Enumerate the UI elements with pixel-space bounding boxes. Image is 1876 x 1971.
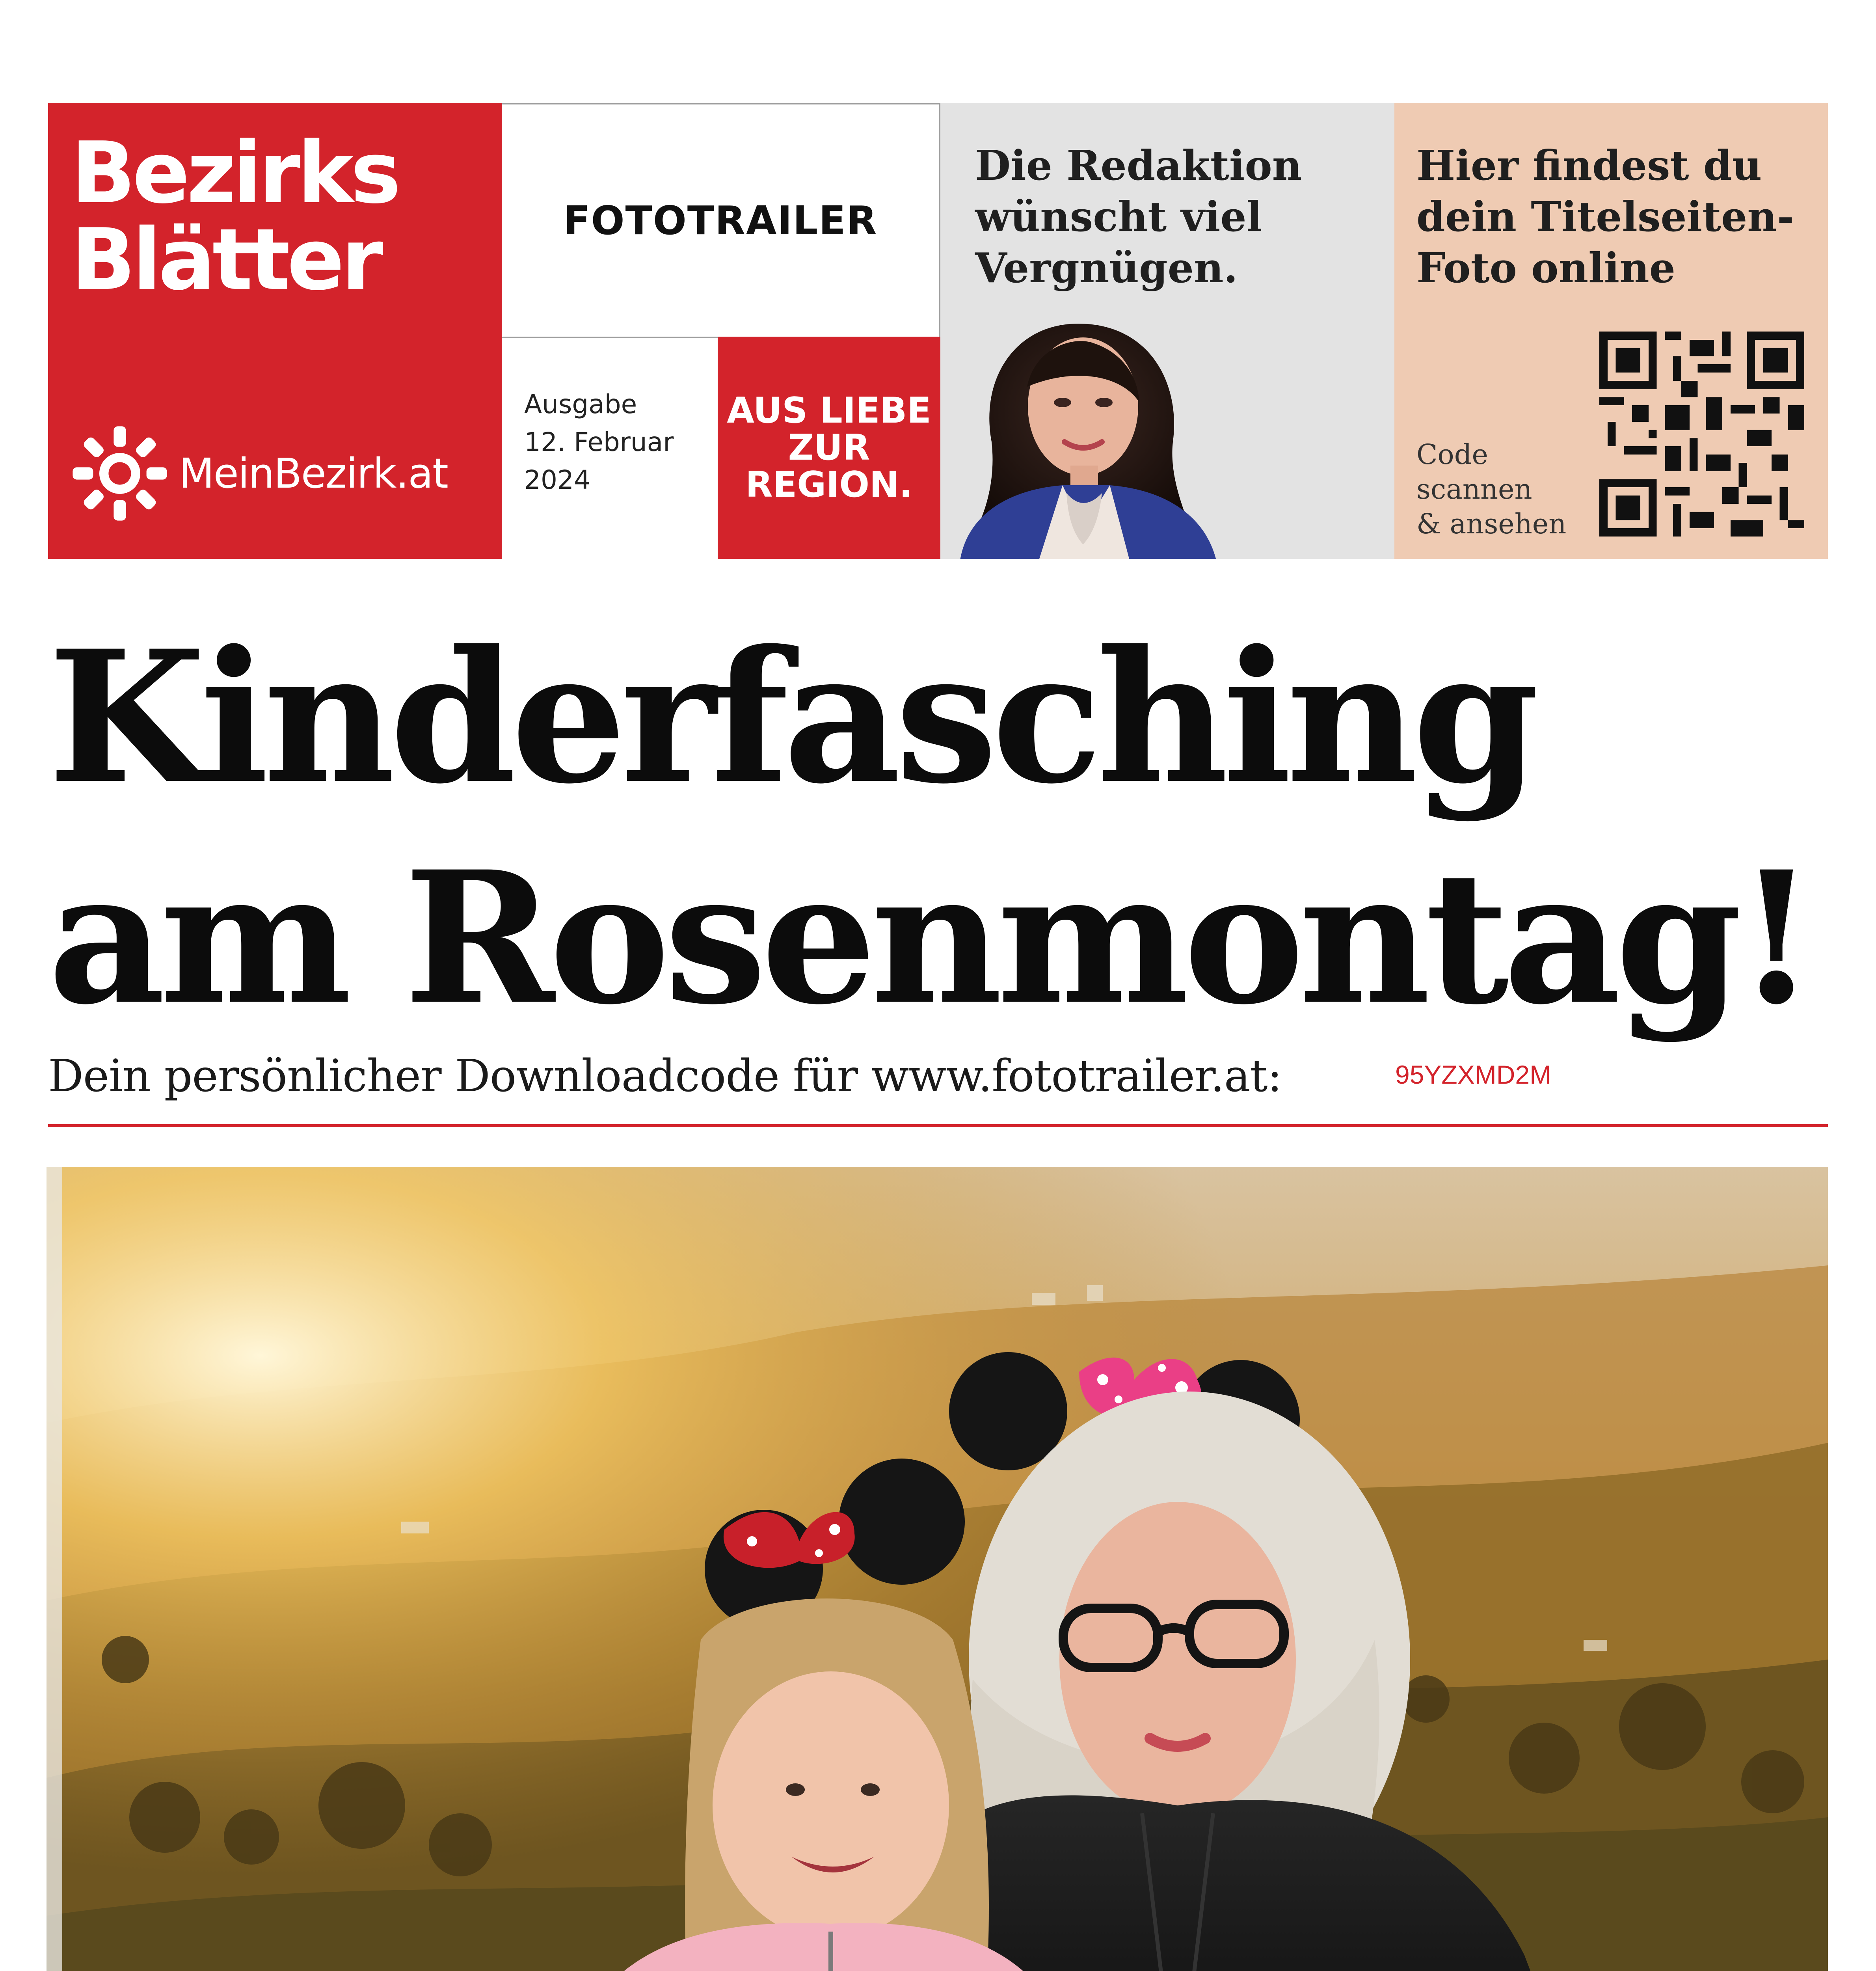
photo-credit xyxy=(1025,1138,1876,1155)
masthead-logo-block xyxy=(48,103,502,559)
qr-code-hint-1: Code xyxy=(1416,438,1488,471)
section-label-box xyxy=(502,103,940,337)
editorial-line-2: wünscht viel xyxy=(975,192,1262,241)
download-code-label: Dein persönlicher Downloadcode für www.fototrailer.at: xyxy=(48,1051,1282,1102)
download-code-value[interactable]: 95YZXMD2M xyxy=(1395,1060,1552,1089)
qr-box-line-3: Foto online xyxy=(1416,244,1675,292)
qr-code-hint-2: scannen xyxy=(1416,473,1532,505)
slogan-line-2: ZUR xyxy=(788,427,870,468)
qr-box-line-2: dein Titelseiten- xyxy=(1416,192,1794,241)
issue-date: 12. Februar xyxy=(524,427,674,457)
qr-box-line-1: Hier findest du xyxy=(1416,141,1762,190)
qr-code-hint-3: & ansehen xyxy=(1416,508,1567,540)
meinbezirk-sun-icon xyxy=(69,422,171,525)
red-divider xyxy=(48,1124,1828,1127)
logo-line-blaetter: Blätter xyxy=(71,210,380,309)
issue-info xyxy=(502,337,718,559)
editorial-line-3: Vergnügen. xyxy=(975,244,1238,292)
slogan-box xyxy=(718,337,940,559)
logo-line-bezirks: Bezirks xyxy=(71,123,398,222)
meinbezirk-brand[interactable] xyxy=(69,422,448,525)
headline-line-2: am Rosenmontag! xyxy=(48,832,1811,1045)
qr-code-icon[interactable] xyxy=(1599,332,1804,537)
headline xyxy=(48,607,1822,1049)
editorial-greeting xyxy=(940,103,1394,559)
titlephoto-qr-box xyxy=(1394,103,1828,559)
editorial-line-1: Die Redaktion xyxy=(975,141,1302,190)
slogan-line-3: REGION. xyxy=(745,464,913,505)
cover-photo xyxy=(47,1167,1828,1971)
issue-label: Ausgabe xyxy=(524,389,637,419)
issue-year: 2024 xyxy=(524,465,590,495)
meinbezirk-label: MeinBezirk.at xyxy=(179,449,448,497)
editor-portrait xyxy=(944,308,1228,559)
section-label: FOTOTRAILER xyxy=(563,197,878,244)
slogan-line-1: AUS LIEBE xyxy=(727,390,931,431)
headline-line-1: Kinderfasching xyxy=(48,611,1534,824)
